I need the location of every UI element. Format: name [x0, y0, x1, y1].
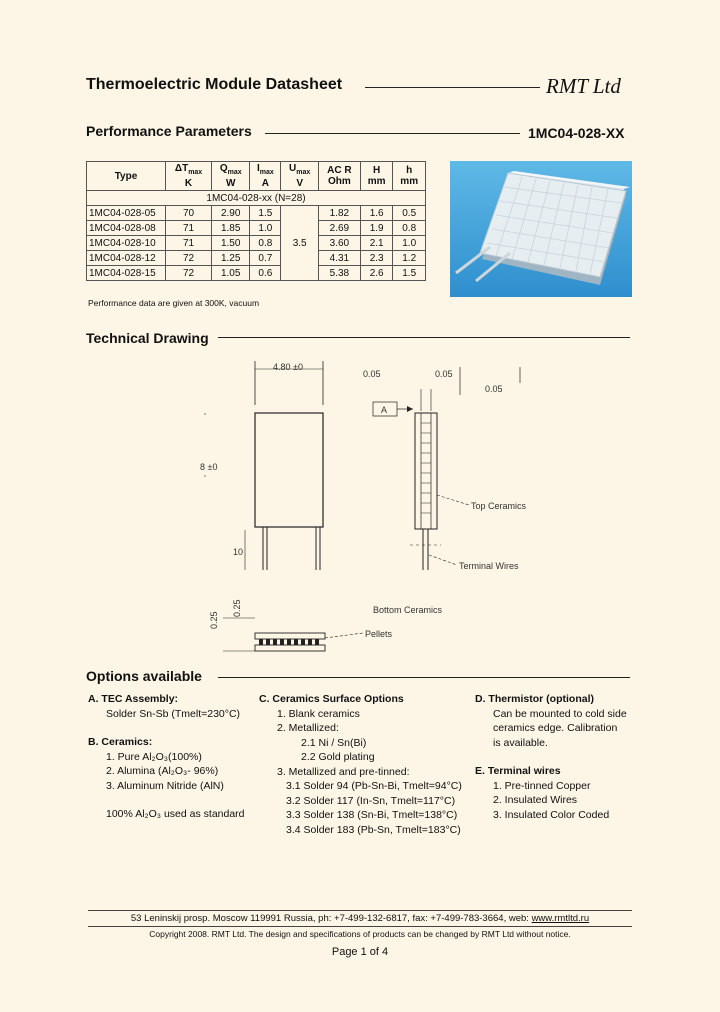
cell-H: 1.9: [360, 221, 393, 236]
datum-label: A: [381, 405, 388, 415]
surface-item: 2. Metallized:: [277, 722, 339, 734]
table-row: [87, 206, 426, 221]
pellets-callout: Pellets: [365, 629, 393, 639]
cell-h: 1.0: [393, 236, 426, 251]
parallel-frame: 0.05: [435, 369, 453, 379]
surface-subitem: 3.3 Solder 138 (Sn-Bi, Tmelt=138°C): [286, 809, 458, 821]
cell-dt: 72: [166, 266, 212, 281]
model-code: 1MC04-028-XX: [528, 125, 625, 141]
footer-address: [0, 913, 720, 924]
col-imax: $I_{max}$ A: [250, 162, 281, 191]
thermistor-text: is available.: [493, 736, 548, 749]
thermistor-text: ceramics edge. Calibration: [493, 722, 618, 734]
bottom-dimension-2: 0.25: [209, 611, 219, 629]
title-rule: [365, 87, 540, 88]
surface-item: 3. Metallized and pre-tinned:: [277, 765, 410, 778]
surface-item: 1. Blank ceramics: [277, 707, 360, 720]
cell-type: 1MC04-028-15: [87, 266, 166, 281]
footer-rule: [88, 910, 632, 911]
ceramics-surface-title: C. Ceramics Surface Options: [259, 693, 404, 705]
cell-i: 0.8: [250, 236, 281, 251]
website-link[interactable]: www.rmtltd.ru: [531, 913, 590, 924]
terminal-wires-title: E. Terminal wires: [475, 765, 561, 777]
performance-heading: Performance Parameters: [86, 123, 252, 139]
col-H: H mm: [360, 162, 393, 191]
ceramics-item: 3. Aluminum Nitride (AlN): [106, 779, 224, 792]
thermistor-text: Can be mounted to cold side: [493, 707, 627, 720]
copyright: Copyright 2008. RMT Ltd. The design and specifications of products can be changed by RMT Ltd without notice.: [149, 929, 571, 939]
surface-subitem: 2.1 Ni / Sn(Bi): [301, 736, 367, 749]
cell-umax: 3.5: [281, 206, 318, 281]
height-dimension: 8 ±0: [200, 462, 218, 472]
cell-h: 0.8: [393, 221, 426, 236]
cell-q: 1.05: [212, 266, 250, 281]
cell-h: 1.5: [393, 266, 426, 281]
cell-dt: 71: [166, 221, 212, 236]
options-heading: Options available: [86, 668, 202, 684]
cell-q: 1.50: [212, 236, 250, 251]
cell-acr: 5.38: [318, 266, 360, 281]
surface-subitem: 3.4 Solder 183 (Pb-Sn, Tmelt=183°C): [286, 823, 461, 836]
cell-H: 2.3: [360, 251, 393, 266]
cell-i: 1.0: [250, 221, 281, 236]
terminal-wires-item: 2. Insulated Wires: [493, 794, 578, 806]
cell-H: 2.6: [360, 266, 393, 281]
ceramics-note: 100% Al₂O₃ used as standard: [106, 808, 245, 820]
wire-length: 10: [233, 547, 244, 557]
cell-acr: 1.82: [318, 206, 360, 221]
drawing-heading: Technical Drawing: [86, 330, 209, 346]
cell-type: 1MC04-028-05: [87, 206, 166, 221]
cell-acr: 4.31: [318, 251, 360, 266]
cell-H: 2.1: [360, 236, 393, 251]
options-col-2: [259, 692, 469, 837]
col-dtmax: $\Delta T_{max}$ K: [166, 162, 212, 191]
tec-assembly-title: A. TEC Assembly:: [88, 693, 179, 705]
table-row: [87, 251, 426, 266]
surface-subitem: 3.1 Solder 94 (Pb-Sn-Bi, Tmelt=94°C): [286, 780, 462, 792]
technical-drawing: [195, 355, 595, 660]
terminal-wires-item: 1. Pre-tinned Copper: [493, 779, 591, 792]
cell-acr: 2.69: [318, 221, 360, 236]
bottom-dimension-1: 0.25: [232, 599, 242, 617]
cell-i: 0.6: [250, 266, 281, 281]
bottom-ceramics-callout: Bottom Ceramics: [373, 605, 443, 615]
cell-q: 1.85: [212, 221, 250, 236]
col-qmax: $Q_{max}$ W: [212, 162, 250, 191]
col-umax: $U_{max}$ V: [281, 162, 318, 191]
col-h: h mm: [393, 162, 426, 191]
cell-q: 2.90: [212, 206, 250, 221]
footer-rule-2: [88, 926, 632, 927]
table-group-row: [87, 191, 426, 206]
page-number: Page 1 of 4: [331, 946, 389, 958]
product-photo: [450, 161, 632, 297]
ceramics-item: 2. Alumina (Al₂O₃- 96%): [106, 765, 219, 777]
brand-logo: RMT Ltd: [546, 74, 621, 98]
thermistor-title: D. Thermistor (optional): [475, 693, 594, 705]
cell-i: 0.7: [250, 251, 281, 266]
cell-dt: 72: [166, 251, 212, 266]
flatness-frame-2: 0.05: [485, 384, 503, 394]
cell-h: 0.5: [393, 206, 426, 221]
cell-type: 1MC04-028-08: [87, 221, 166, 236]
tec-assembly-item: Solder Sn-Sb (Tmelt=230°C): [106, 707, 241, 720]
cell-type: 1MC04-028-10: [87, 236, 166, 251]
table-row: [87, 236, 426, 251]
address-text: 53 Leninskij prosp. Moscow 119991 Russia, ph: +7-499-132-6817, fax: +7-499-783-3664, web:: [130, 913, 532, 924]
ceramics-title: B. Ceramics:: [88, 736, 153, 748]
cell-type: 1MC04-028-12: [87, 251, 166, 266]
performance-rule: [265, 133, 520, 134]
col-acr: AC R Ohm: [318, 162, 360, 191]
performance-note: Performance data are given at 300K, vacuum: [88, 298, 260, 308]
surface-subitem: 2.2 Gold plating: [301, 751, 375, 763]
cell-h: 1.2: [393, 251, 426, 266]
top-ceramics-callout: Top Ceramics: [471, 501, 527, 511]
flatness-frame-1: 0.05: [363, 369, 381, 379]
cell-acr: 3.60: [318, 236, 360, 251]
cell-i: 1.5: [250, 206, 281, 221]
table-header-row: [87, 162, 426, 191]
surface-subitem: 3.2 Solder 117 (In-Sn, Tmelt=117°C): [286, 794, 456, 807]
ceramics-item: 1. Pure Al₂O₃(100%): [106, 750, 202, 763]
cell-dt: 71: [166, 236, 212, 251]
options-col-3: [475, 692, 635, 822]
options-col-1: [88, 692, 258, 822]
cell-dt: 70: [166, 206, 212, 221]
width-dimension: 4.80 ±0: [273, 362, 303, 372]
group-label: 1MC04-028-xx (N=28): [87, 191, 426, 206]
table-row: [87, 221, 426, 236]
cell-H: 1.6: [360, 206, 393, 221]
performance-table: [86, 161, 426, 281]
terminal-wires-item: 3. Insulated Color Coded: [493, 808, 610, 821]
drawing-rule: [218, 337, 630, 338]
document-title: Thermoelectric Module Datasheet: [86, 76, 343, 93]
col-type: Type: [87, 162, 166, 191]
options-rule: [218, 677, 630, 678]
cell-q: 1.25: [212, 251, 250, 266]
terminal-wires-callout: Terminal Wires: [459, 561, 519, 571]
table-row: [87, 266, 426, 281]
